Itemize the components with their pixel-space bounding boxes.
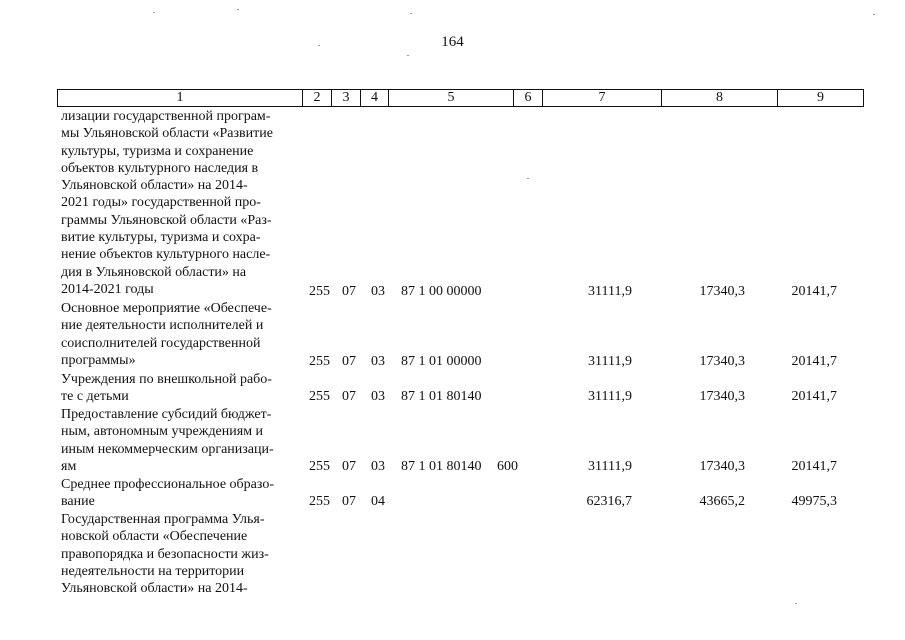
description-line: ным, автономным учреждениям и [61,424,264,440]
column-header-5: 5 [389,90,514,107]
cell-col8: 17340,3 [699,284,745,299]
cell-col3: 07 [342,494,356,509]
cell-col4: 03 [371,389,385,404]
cell-col3: 07 [342,354,356,369]
description-line: ям [61,458,77,474]
description-line: программы» [61,352,136,368]
row-description [61,406,298,475]
cell-col9: 49975,3 [791,494,837,509]
cell-col8: 17340,3 [699,354,745,369]
scan-speck [318,45,320,46]
description-line: граммы Ульяновской области «Раз- [61,212,272,228]
description-line: 2021 годы» государственной про- [61,195,261,211]
cell-col9: 20141,7 [791,459,837,474]
description-line: новской области «Обеспечение [61,529,248,545]
cell-col9: 20141,7 [791,389,837,404]
page-number: 164 [441,34,464,50]
scan-speck [407,55,409,56]
cell-col5: 87 1 01 80140 [401,389,482,404]
cell-col7: 31111,9 [588,284,632,299]
cell-col7: 31111,9 [588,389,632,404]
cell-col3: 07 [342,389,356,404]
row-description [61,511,298,597]
cell-col7: 31111,9 [588,459,632,474]
description-line: ние деятельности исполнителей и [61,318,264,334]
description-line: Учреждения по внешкольной рабо- [61,372,272,387]
description-line: 2014-2021 годы [61,281,154,297]
description-line: правопорядка и безопасности жиз- [61,546,269,562]
row-description [61,476,298,511]
cell-col7: 62316,7 [586,494,632,509]
cell-col2: 255 [309,494,330,509]
description-line: объектов культурного наследия в [61,160,259,176]
cell-col4: 03 [371,284,385,299]
cell-col4: 03 [371,459,385,474]
scan-speck [527,178,529,179]
description-line: Среднее профессиональное образо- [61,477,274,492]
description-line: дия в Ульяновской области» на [61,264,247,280]
cell-col6: 600 [497,459,518,474]
cell-col2: 255 [309,459,330,474]
description-line: недеятельности на территории [61,563,245,579]
cell-col9: 20141,7 [791,354,837,369]
cell-col4: 03 [371,354,385,369]
cell-col3: 07 [342,284,356,299]
description-line: соисполнителей государственной [61,335,261,351]
scan-speck [410,13,412,14]
cell-col5: 87 1 01 80140 [401,459,482,474]
column-header-1: 1 [58,90,303,107]
description-line: Ульяновской области» на 2014- [61,581,248,597]
scan-speck [873,14,875,15]
cell-col2: 255 [309,284,330,299]
cell-col5: 87 1 01 00000 [401,354,482,369]
description-line: Ульяновской области» на 2014- [61,178,248,194]
description-line: витие культуры, туризма и сохра- [61,230,261,246]
description-line: вание [61,494,95,510]
cell-col4: 04 [371,494,385,509]
column-header-8: 8 [662,90,778,107]
description-line: Предоставление субсидий бюджет- [61,407,272,422]
cell-col3: 07 [342,459,356,474]
row-description [61,108,298,298]
column-header-6: 6 [514,90,543,107]
cell-col2: 255 [309,354,330,369]
description-line: иным некоммерческим организаци- [61,441,274,457]
description-line: Основное мероприятие «Обеспече- [61,301,272,316]
scan-speck [153,12,155,13]
scan-speck [795,603,797,604]
cell-col7: 31111,9 [588,354,632,369]
description-line: те с детьми [61,389,129,405]
row-description [61,300,298,369]
description-line: Государственная программа Улья- [61,512,265,527]
cell-col2: 255 [309,389,330,404]
column-header-2: 2 [303,90,332,107]
cell-col9: 20141,7 [791,284,837,299]
cell-col8: 17340,3 [699,389,745,404]
cell-col5: 87 1 00 00000 [401,284,482,299]
description-line: нение объектов культурного насле- [61,247,271,263]
description-line: лизации государственной програм- [61,109,271,124]
cell-col8: 17340,3 [699,459,745,474]
column-header-9: 9 [778,90,864,107]
description-line: мы Ульяновской области «Развитие [61,126,273,142]
scan-speck [237,9,239,10]
cell-col8: 43665,2 [699,494,745,509]
column-header-3: 3 [332,90,361,107]
row-description [61,371,298,406]
description-line: культуры, туризма и сохранение [61,143,254,159]
column-header-4: 4 [361,90,389,107]
column-header-7: 7 [543,90,662,107]
